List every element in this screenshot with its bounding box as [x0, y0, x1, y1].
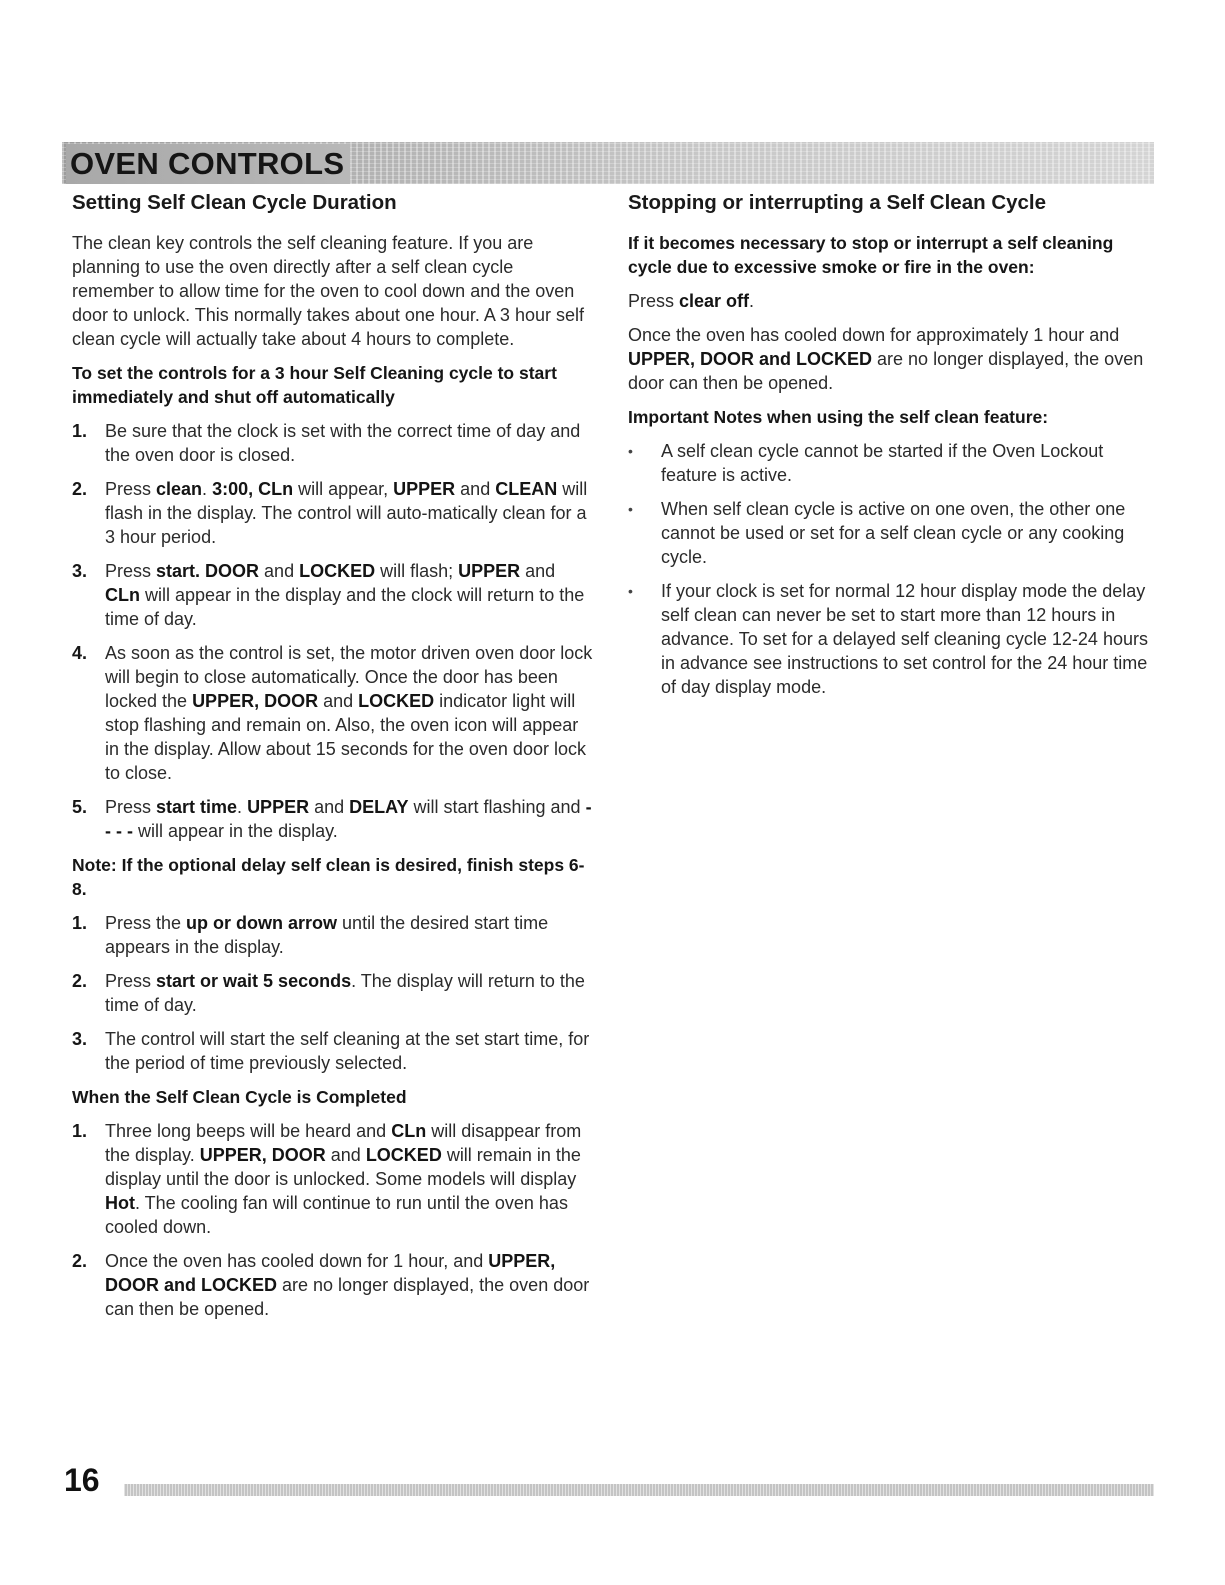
- step-number: 5.: [72, 797, 88, 817]
- step-item: [72, 1119, 594, 1239]
- bold-term: clear off: [679, 291, 750, 311]
- steps-list-2: [72, 911, 594, 1075]
- step-text: Three long beeps will be heard and CLn will disappear from the display. UPPER, DOOR and LOCKED will remain in the display until the door is unlocked. Some models will display Hot. The cooling fan will continue to run until the oven has cooled down.: [105, 1121, 582, 1237]
- step-text: The control will start the self cleaning at the set start time, for the period of time previously selected.: [105, 1029, 590, 1073]
- bold-term: DELAY: [349, 797, 409, 817]
- bold-term: up or down arrow: [186, 913, 338, 933]
- subhead-completed: When the Self Clean Cycle is Completed: [72, 1087, 407, 1107]
- step-number: 2.: [72, 971, 88, 991]
- bold-term: UPPER, DOOR and LOCKED: [628, 349, 873, 369]
- bold-term: UPPER, DOOR and LOCKED: [105, 1251, 556, 1295]
- step-text: Press the up or down arrow until the desired start time appears in the display.: [105, 913, 549, 957]
- footer-bar: [124, 1484, 1154, 1496]
- right-heading: Stopping or interrupting a Self Clean Cycle: [628, 191, 1047, 214]
- step-text: Press start or wait 5 seconds. The display will return to the time of day.: [105, 971, 585, 1015]
- step-number: 1.: [72, 913, 88, 933]
- step-number: 4.: [72, 643, 88, 663]
- step-item: [72, 795, 594, 843]
- bold-term: LOCKED: [365, 1145, 442, 1165]
- bold-term: CLn: [105, 585, 140, 605]
- bold-term: start. DOOR: [156, 561, 260, 581]
- note-item: [628, 579, 1150, 699]
- bold-term: UPPER: [393, 479, 456, 499]
- subhead-important-notes: Important Notes when using the self clean feature:: [628, 407, 1049, 427]
- section-banner: [62, 142, 1154, 184]
- step-number: 1.: [72, 1121, 88, 1141]
- press-clear-paragraph: Press clear off.: [628, 291, 755, 311]
- left-column: [72, 190, 594, 1331]
- bold-term: - - - -: [105, 797, 592, 841]
- steps-list-1: [72, 419, 594, 843]
- step-item: [72, 559, 594, 631]
- step-number: 1.: [72, 421, 88, 441]
- bold-term: LOCKED: [299, 561, 376, 581]
- bullet-icon: •: [628, 443, 633, 459]
- page-footer: [64, 1462, 1154, 1502]
- step-text: Once the oven has cooled down for 1 hour, and UPPER, DOOR and LOCKED are no longer displayed, the oven door can then be opened.: [105, 1251, 590, 1319]
- page-number: 16: [64, 1462, 100, 1498]
- intro-paragraph: The clean key controls the self cleaning feature. If you are planning to use the oven directly after a self clean cycle remember to allow time for the oven to cool down and the oven door to unlock. This normally takes about one hour. A 3 hour self clean cycle will actually take about 4 hours to complete.: [72, 233, 584, 349]
- step-item: [72, 1249, 594, 1321]
- bold-term: UPPER: [458, 561, 521, 581]
- note-text: If your clock is set for normal 12 hour display mode the delay self clean can never be set to start more than 12 hours in advance. To set for a delayed self cleaning cycle 12-24 hours in advance see instructions to set control for the 24 hour time of day display mode.: [661, 581, 1148, 697]
- bold-term: UPPER, DOOR: [192, 691, 319, 711]
- note-text: A self clean cycle cannot be started if the Oven Lockout feature is active.: [661, 441, 1104, 485]
- bold-term: CLEAN: [495, 479, 558, 499]
- bold-term: LOCKED: [358, 691, 435, 711]
- cooled-down-paragraph: Once the oven has cooled down for approximately 1 hour and UPPER, DOOR and LOCKED are no longer displayed, the oven door can then be opened.: [628, 325, 1144, 393]
- left-heading: Setting Self Clean Cycle Duration: [72, 191, 397, 214]
- step-item: [72, 911, 594, 959]
- note-text: When self clean cycle is active on one oven, the other one cannot be used or set for a self clean cycle or any cooking cycle.: [661, 499, 1126, 567]
- bold-term: start or wait 5 seconds: [156, 971, 352, 991]
- step-number: 3.: [72, 1029, 88, 1049]
- step-number: 2.: [72, 479, 88, 499]
- bold-term: CLn: [391, 1121, 427, 1141]
- bold-term: UPPER: [247, 797, 310, 817]
- note-item: [628, 439, 1150, 487]
- step-number: 2.: [72, 1251, 88, 1271]
- notes-list: [628, 439, 1150, 699]
- step-item: [72, 477, 594, 549]
- bold-term: clean: [156, 479, 203, 499]
- step-item: [72, 969, 594, 1017]
- bullet-icon: •: [628, 583, 633, 599]
- subhead-interrupt: If it becomes necessary to stop or interrupt a self cleaning cycle due to excessive smoke or fire in the oven:: [628, 233, 1114, 277]
- bullet-icon: •: [628, 501, 633, 517]
- note-item: [628, 497, 1150, 569]
- bold-term: 3:00, CLn: [212, 479, 294, 499]
- bold-term: UPPER, DOOR: [199, 1145, 326, 1165]
- step-text: As soon as the control is set, the motor driven oven door lock will begin to close automatically. Once the door has been locked the UPPER, DOOR and LOCKED indicator light will stop flashing and remain on. Also, the oven icon will appear in the display. Allow about 15 seconds for the oven door lock to close.: [105, 643, 593, 783]
- step-text: Press clean. 3:00, CLn will appear, UPPER and CLEAN will flash in the display. The control will auto-matically clean for a 3 hour period.: [105, 479, 588, 547]
- subhead-set-controls: To set the controls for a 3 hour Self Cleaning cycle to start immediately and shut off automatically: [72, 363, 557, 407]
- right-column: [628, 190, 1150, 709]
- step-item: [72, 1027, 594, 1075]
- section-title: OVEN CONTROLS: [66, 144, 350, 184]
- step-text: Press start time. UPPER and DELAY will start flashing and - - - - will appear in the display.: [105, 797, 592, 841]
- step-text: Press start. DOOR and LOCKED will flash; UPPER and CLn will appear in the display and the clock will return to the time of day.: [105, 561, 585, 629]
- step-item: [72, 419, 594, 467]
- bold-term: Hot: [105, 1193, 135, 1213]
- step-item: [72, 641, 594, 785]
- subhead-delay-note: Note: If the optional delay self clean is desired, finish steps 6-8.: [72, 855, 585, 899]
- step-text: Be sure that the clock is set with the correct time of day and the oven door is closed.: [105, 421, 581, 465]
- step-number: 3.: [72, 561, 88, 581]
- steps-list-3: [72, 1119, 594, 1321]
- bold-term: start time: [156, 797, 238, 817]
